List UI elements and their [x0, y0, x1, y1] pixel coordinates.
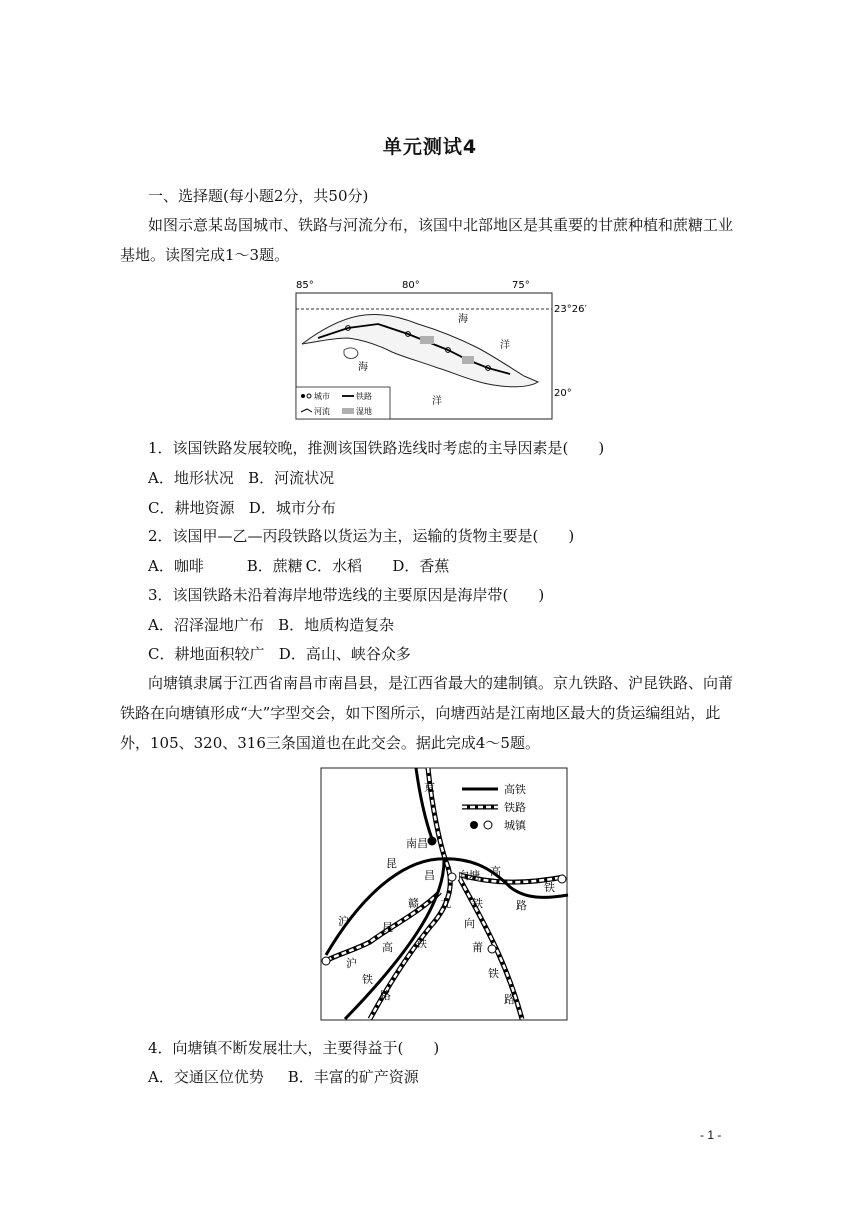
question-1-options-row-1 [148, 468, 334, 488]
legend-river-label: 河流 [314, 407, 330, 416]
sea-label: 海 [458, 314, 468, 325]
label-gan: 赣 [408, 897, 419, 910]
page-number: - 1 - [700, 1128, 722, 1142]
west-town [322, 957, 330, 965]
option-b: B．河流状况 [248, 469, 335, 487]
label-hu: 沪 [338, 915, 349, 928]
page-title: 单元测试4 [382, 136, 478, 158]
lat-label-20: 20° [554, 388, 572, 399]
question-4-options [148, 1067, 419, 1087]
wetland-patch [462, 356, 474, 364]
label-kun: 昆 [386, 857, 397, 870]
legend-hsr-label: 高铁 [504, 783, 526, 796]
label-hu-2: 沪 [346, 957, 357, 970]
legend-wetland-label: 湿地 [356, 407, 372, 416]
wetland-legend-icon [342, 408, 354, 414]
question-2-stem: 2．该国甲—乙—丙段铁路以货运为主，运输的货物主要是( ) [148, 527, 575, 545]
label-gao-2: 高 [382, 941, 393, 954]
label-tie-center: 铁 [472, 897, 483, 910]
label-lu-4: 路 [504, 993, 515, 1006]
option-d: D．香蕉 [392, 557, 450, 575]
small-island [344, 348, 358, 359]
question-3-options-row-2 [148, 644, 411, 664]
legend-rail-label: 铁路 [504, 801, 526, 814]
question-2-options [148, 556, 449, 576]
option-c: C．水稻 [305, 557, 363, 575]
legend-railway-label: 铁路 [356, 392, 372, 401]
question-1-options-row-2 [148, 498, 336, 518]
option-d: D．城市分布 [248, 499, 336, 517]
option-b: B．丰富的矿产资源 [287, 1068, 419, 1086]
label-jiu: 九 [440, 897, 451, 910]
option-c: C．耕地资源 [148, 499, 235, 517]
railway-junction-map [320, 767, 570, 1023]
ocean-label: 洋 [500, 340, 510, 351]
label-tie-3: 铁 [362, 973, 373, 986]
xiangtang-town [448, 873, 456, 881]
south-town [488, 945, 496, 953]
label-gao-right: 高 [490, 865, 501, 878]
sea-label: 海 [358, 362, 368, 373]
label-lu-3: 路 [380, 989, 391, 1002]
map1-legend [296, 387, 390, 419]
label-lu-right: 路 [516, 899, 527, 912]
ocean-label: 洋 [432, 396, 442, 407]
label-tie-4: 铁 [488, 967, 499, 980]
wetland-patch [420, 336, 434, 344]
option-d: D．高山、峡谷众多 [278, 645, 411, 663]
option-b: B．地质构造复杂 [278, 616, 395, 634]
label-xiang: 向 [464, 917, 475, 930]
label-nanchang: 南昌 [406, 837, 428, 850]
nanchang-town [428, 837, 437, 846]
island-map-figure [288, 276, 588, 424]
city-legend-icon [301, 394, 305, 398]
lon-label-80: 80° [402, 280, 420, 291]
label-pu: 莆 [472, 941, 483, 954]
intro-paragraph-2: 向塘镇隶属于江西省南昌市南昌县，是江西省最大的建制镇。京九铁路、沪昆铁路、向莆铁路在向塘镇形成“大”字型交会，如下图所示，向塘西站是江南地区最大的货运编组站，此外，105、320、316三条国道也在此交会。据此完成4～5题。 [120, 674, 734, 752]
legend-city-label: 城市 [314, 392, 330, 401]
label-jing: 京 [424, 781, 435, 794]
intro-paragraph-1: 如图示意某岛国城市、铁路与河流分布，该国中北部地区是其重要的甘蔗种植和蔗糖工业基地。读图完成1～3题。 [120, 216, 734, 264]
question-3-options-row-1 [148, 615, 394, 635]
section-heading: 一、选择题(每小题2分，共50分) [148, 187, 369, 205]
legend-town-label: 城镇 [504, 819, 526, 832]
option-a: A．交通区位优势 [148, 1068, 264, 1086]
map2-frame [321, 768, 567, 1020]
label-chang: 昌 [424, 869, 435, 882]
lat-label-tropic: 23°26′ [554, 304, 587, 315]
option-a: A．地形状况 [148, 469, 234, 487]
question-1-stem: 1．该国铁路发展较晚，推测该国铁路选线时考虑的主导因素是( ) [148, 439, 605, 457]
east-town [558, 875, 566, 883]
label-tie-2: 铁 [416, 937, 427, 950]
option-a: A．咖啡 [148, 557, 204, 575]
question-3-stem: 3．该国铁路未沿着海岸地带选线的主要原因是海岸带( ) [148, 586, 545, 604]
lon-label-75: 75° [512, 280, 530, 291]
option-c: C．耕地面积较广 [148, 645, 265, 663]
town-legend-icon [484, 821, 492, 829]
label-tie-right: 铁 [544, 881, 555, 894]
question-4-stem: 4．向塘镇不断发展壮大，主要得益于( ) [148, 1039, 440, 1057]
town-legend-icon [470, 821, 478, 829]
label-xiangtang: 向塘 [458, 869, 480, 882]
label-kun-2: 昆 [382, 921, 393, 934]
option-b: B．蔗糖 [246, 557, 303, 575]
option-a: A．沼泽湿地广布 [148, 616, 264, 634]
lon-label-85: 85° [296, 280, 314, 291]
